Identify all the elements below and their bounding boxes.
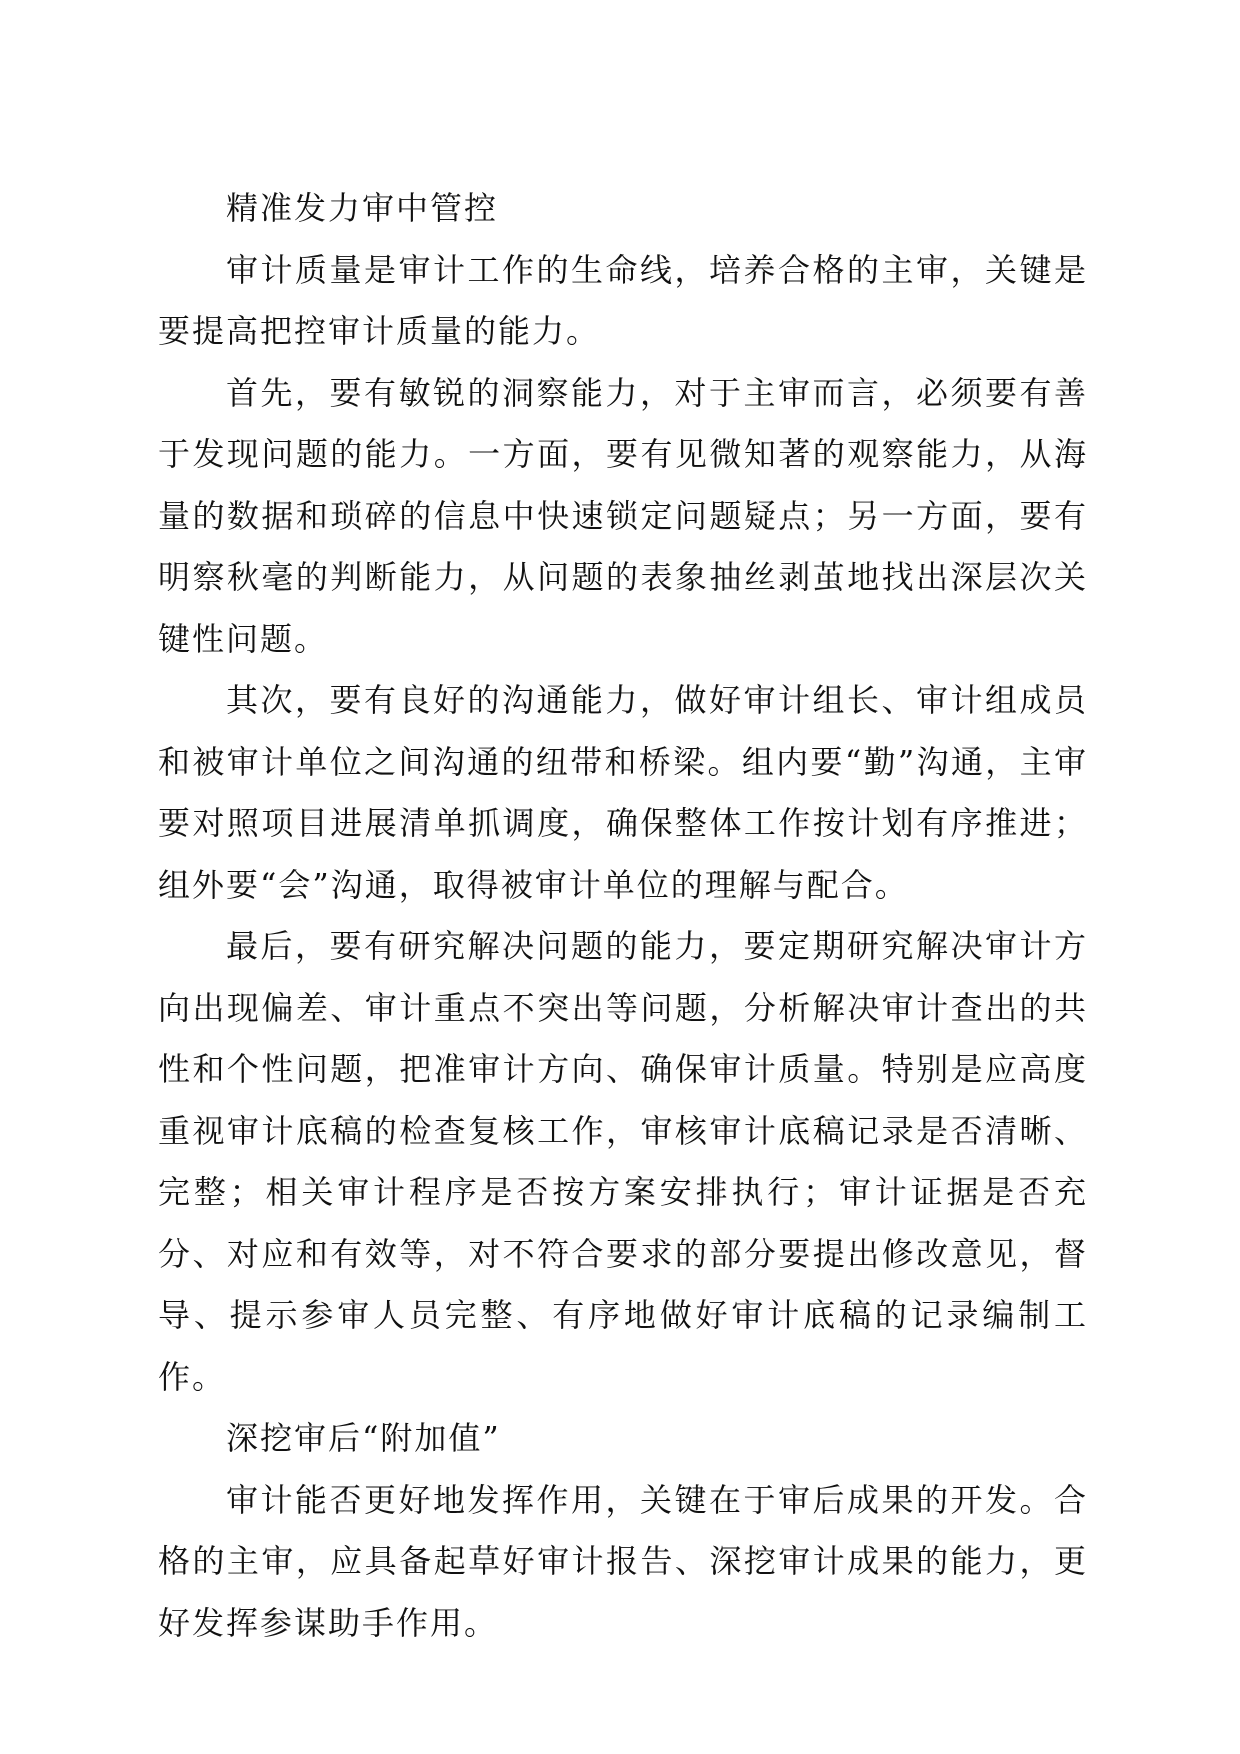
section-heading-2: 深挖审后“附加值” (226, 1419, 501, 1457)
paragraph-4: 最后，要有研究解决问题的能力，要定期研究解决审计方向出现偏差、审计重点不突出等问题，分析解决审计查出的共性和个性问题，把准审计方向、确保审计质量。特别是应高度重视审计底稿的检查复核工作，审核审计底稿记录是否清晰、完整；相关审计程序是否按方案安排执行；审计证据是否充分、对应和有效等，对不符合要求的部分要提出修改意见，督导、提示参审人员完整、有序地做好审计底稿的记录编制工作。 (158, 927, 1088, 1396)
paragraph-3: 其次，要有良好的沟通能力，做好审计组长、审计组成员和被审计单位之间沟通的纽带和桥梁。组内要“勤”沟通，主审要对照项目进展清单抓调度，确保整体工作按计划有序推进；组外要“会”沟通，取得被审计单位的理解与配合。 (158, 681, 1088, 904)
section-heading-1: 精准发力审中管控 (226, 189, 499, 227)
document-body (158, 178, 1088, 1654)
paragraph-5: 审计能否更好地发挥作用，关键在于审后成果的开发。合格的主审，应具备起草好审计报告、深挖审计成果的能力，更好发挥参谋助手作用。 (158, 1480, 1088, 1642)
paragraph-1: 审计质量是审计工作的生命线，培养合格的主审，关键是要提高把控审计质量的能力。 (158, 250, 1088, 350)
paragraph-2: 首先，要有敏锐的洞察能力，对于主审而言，必须要有善于发现问题的能力。一方面，要有见微知著的观察能力，从海量的数据和琐碎的信息中快速锁定问题疑点；另一方面，要有明察秋毫的判断能力，从问题的表象抽丝剥茧地找出深层次关键性问题。 (158, 373, 1088, 658)
